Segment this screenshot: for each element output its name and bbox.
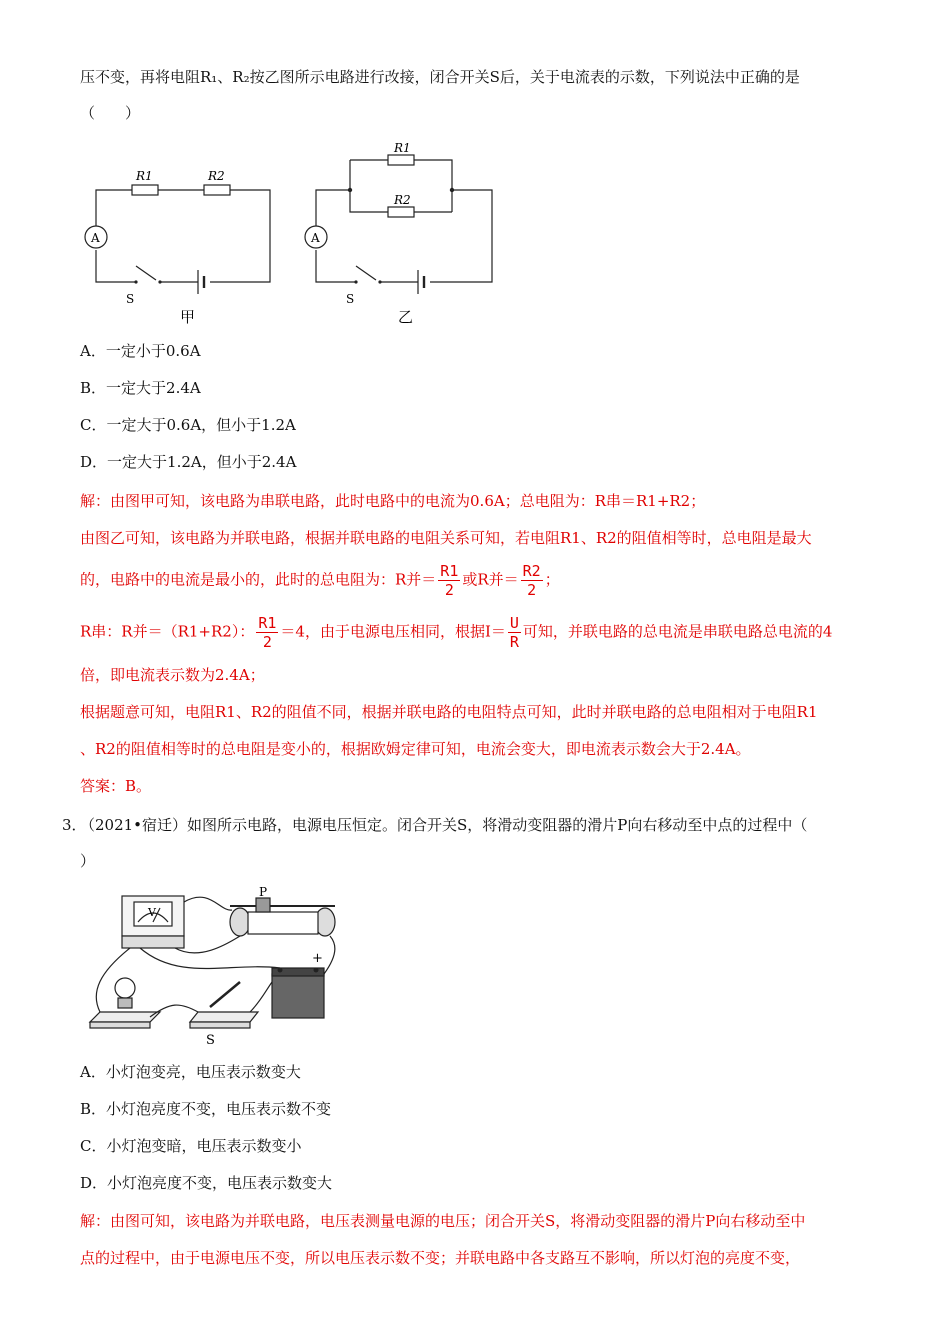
q3-stem-line2: ） [80, 852, 96, 870]
q2-option-a [80, 340, 201, 362]
solution-text: ＝4，由于电源电压相同，根据I＝ [280, 622, 506, 641]
option-text: 小灯泡亮度不变，电压表示数不变 [106, 1100, 332, 1118]
solution-text: R串：R并＝（R1+R2）： [80, 622, 255, 641]
option-label: D． [80, 453, 108, 471]
q2-option-c [80, 414, 296, 436]
option-label: A． [80, 342, 106, 360]
jia-r1-label: R1 [136, 169, 153, 183]
q2-option-b [80, 377, 201, 399]
fraction-r1-over-2 [438, 562, 460, 599]
option-text: 一定大于1.2A，但小于2.4A [107, 453, 297, 471]
q3-solution-line2: 点的过程中，由于电源电压不变，所以电压表示数不变；并联电路中各支路互不影响，所以灯泡的亮度不变， [80, 1249, 801, 1267]
q2-option-d [80, 451, 296, 473]
option-label: C． [80, 416, 107, 434]
q3-stem-line1: （2021•宿迁）如图所示电路，电源电压恒定。闭合开关S，将滑动变阻器的滑片P向右移动至中点的过程中（ [80, 816, 808, 834]
q3-solution-line1: 解：由图可知，该电路为并联电路，电压表测量电源的电压；闭合开关S，将滑动变阻器的滑片P向右移动至中 [80, 1212, 806, 1230]
q2-solution-line7: 、R2的阻值相等时的总电阻是变小的，根据欧姆定律可知，电流会变大，即电流表示数会大于2.4A。 [80, 740, 751, 758]
option-label: B． [80, 1100, 107, 1118]
circuit-figure-yi [300, 130, 510, 330]
option-label: B． [80, 379, 107, 397]
option-text: 一定大于2.4A [106, 379, 201, 397]
fraction-numerator: R1 [440, 562, 459, 580]
fraction-denominator: R [509, 633, 519, 651]
q3-voltmeter-label: V [148, 906, 156, 919]
q2-solution-line1: 解：由图甲可知，该电路为串联电路，此时电路中的电流为0.6A；总电阻为：R串＝R1+R2； [80, 492, 706, 510]
q3-option-c [80, 1135, 302, 1157]
q2-stem-line1: 压不变，再将电阻R₁、R₂按乙图所示电路进行改接，闭合开关S后，关于电流表的示数，下列说法中正确的是 [80, 68, 800, 86]
q3-number: 3． [62, 816, 87, 834]
q3-physical-circuit-figure [80, 882, 380, 1052]
option-text: 一定小于0.6A [105, 342, 201, 360]
q2-solution-line6: 根据题意可知，电阻R1、R2的阻值不同，根据并联电路的电阻特点可知，此时并联电路的总电阻相对于电阻R1 [80, 703, 818, 721]
solution-text: 的，电路中的电流是最小的，此时的总电阻为：R并＝ [80, 570, 437, 589]
q3-option-d [80, 1172, 332, 1194]
option-label: D． [80, 1174, 108, 1192]
fraction-denominator: 2 [444, 581, 454, 599]
q2-solution-line2: 由图乙可知，该电路为并联电路，根据并联电路的电阻关系可知，若电阻R1、R2的阻值相等时，总电阻是最大 [80, 529, 812, 547]
yi-ammeter-label: A [311, 231, 320, 245]
jia-r2-label: R2 [208, 169, 225, 183]
option-text: 小灯泡亮度不变，电压表示数变大 [107, 1174, 333, 1192]
q2-answer: 答案：B。 [80, 777, 152, 795]
option-text: 小灯泡变亮，电压表示数变大 [105, 1063, 301, 1081]
yi-switch-label: S [346, 292, 355, 306]
q3-switch-label: S [206, 1033, 215, 1048]
q2-stem-line2: （ ） [80, 104, 141, 122]
fraction-numerator: U [509, 614, 519, 632]
option-text: 小灯泡变暗，电压表示数变小 [106, 1137, 302, 1155]
q2-solution-line4 [80, 614, 832, 651]
yi-r2-label: R2 [394, 193, 411, 207]
yi-caption: 乙 [398, 308, 414, 326]
q3-option-b [80, 1098, 331, 1120]
option-text: 一定大于0.6A，但小于1.2A [106, 416, 296, 434]
solution-text: 或R并＝ [462, 570, 519, 589]
fraction-u-over-r [508, 614, 521, 651]
q3-plus-label: + [312, 951, 323, 966]
jia-ammeter-label: A [91, 231, 100, 245]
fraction-denominator: 2 [527, 581, 537, 599]
q3-slider-label: P [259, 885, 268, 899]
fraction-r2-over-2 [521, 562, 543, 599]
jia-caption: 甲 [180, 308, 196, 326]
q3-option-a [80, 1061, 301, 1083]
jia-switch-label: S [126, 292, 135, 306]
solution-text: 可知，并联电路的总电流是串联电路总电流的4 [522, 622, 833, 641]
option-label: C． [80, 1137, 107, 1155]
fraction-denominator: 2 [262, 633, 272, 651]
q2-solution-line3 [80, 562, 560, 599]
yi-r1-label: R1 [394, 141, 411, 155]
fraction-r1-over-2 [256, 614, 278, 651]
q2-solution-line5: 倍，即电流表示数为2.4A； [80, 666, 265, 684]
circuit-figure-jia [80, 150, 280, 330]
solution-text: ； [544, 570, 560, 589]
option-label: A． [80, 1063, 106, 1081]
fraction-numerator: R1 [258, 614, 277, 632]
fraction-numerator: R2 [522, 562, 541, 580]
